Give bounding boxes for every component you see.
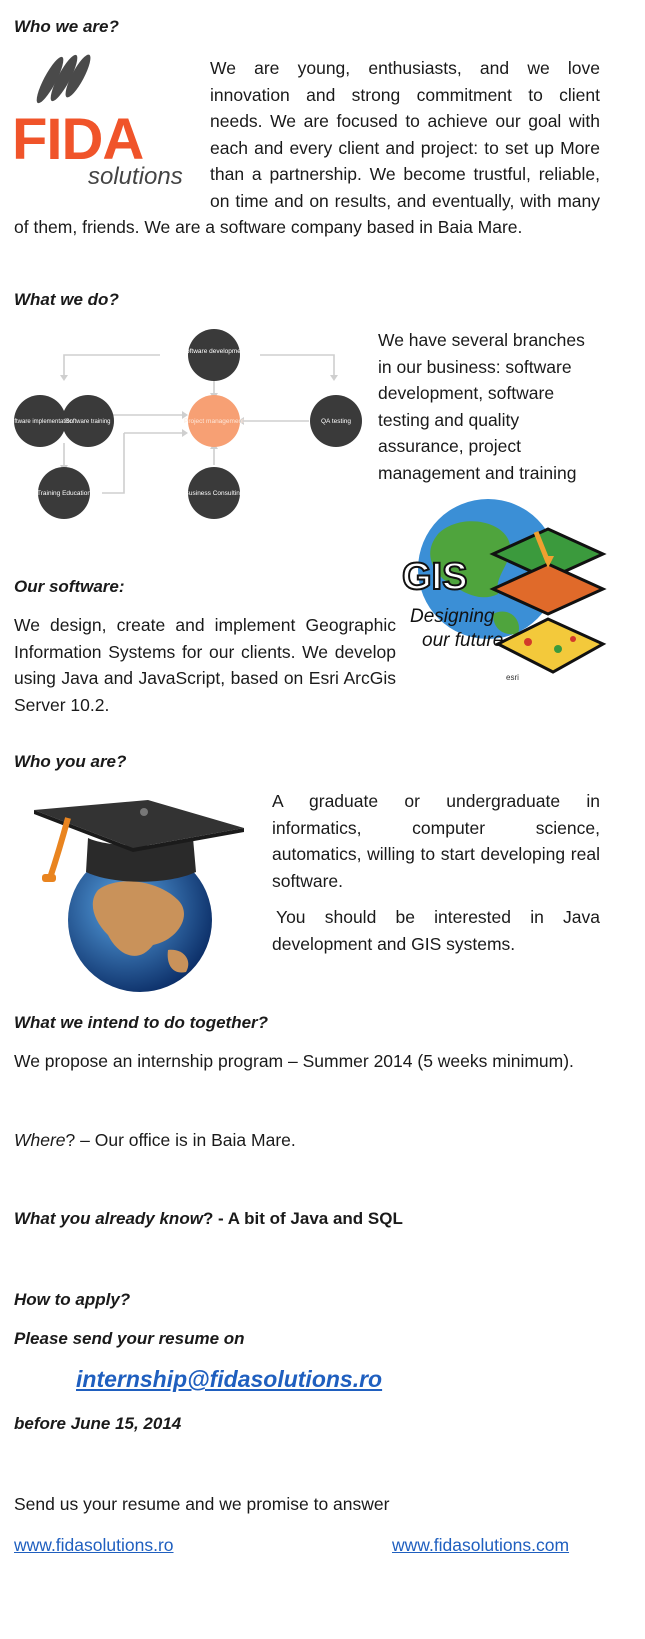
svg-text:Software implementation: Software implementation <box>12 419 74 425</box>
know-text: ? - A bit of Java and SQL <box>202 1209 403 1228</box>
gis-line1: Designing <box>410 606 495 627</box>
where-line <box>14 1127 296 1154</box>
svg-text:Training Education: Training Education <box>37 490 91 497</box>
who-you-are-text2: You should be interested in Java development and GIS systems. <box>272 907 600 954</box>
who-you-are-heading: Who you are? <box>14 752 127 771</box>
esri-mark: esri <box>506 673 519 682</box>
svg-text:QA testing: QA testing <box>321 418 351 425</box>
together-heading: What we intend to do together? <box>14 1013 269 1032</box>
who-we-are-heading: Who we are? <box>14 17 119 36</box>
where-label: Where <box>14 1130 66 1150</box>
email-link[interactable]: internship@fidasolutions.ro <box>76 1366 383 1392</box>
what-we-do-text: We have several branches in our business: software development, software testing and quality assurance, project management and training <box>378 330 585 483</box>
know-label: What you already know <box>14 1209 203 1228</box>
what-we-do-heading: What we do? <box>14 290 119 309</box>
gis-title: GIS <box>402 556 468 598</box>
promise-text: Send us your resume and we promise to answer <box>14 1494 390 1514</box>
deadline-text: before June 15, 2014 <box>14 1414 182 1433</box>
website-ro-link[interactable]: www.fidasolutions.ro <box>14 1535 174 1555</box>
send-resume-text: Please send your resume on <box>14 1329 245 1348</box>
logo-sub-text: solutions <box>88 163 183 190</box>
services-diagram <box>12 325 368 525</box>
logo-brand-text: FIDA <box>12 107 144 172</box>
together-text: We propose an internship program – Summer 2014 (5 weeks minimum). <box>14 1051 574 1071</box>
graduate-globe-image <box>28 790 250 995</box>
know-line <box>14 1209 403 1229</box>
our-software-text: We design, create and implement Geographic Information Systems for our clients. We develop using Java and JavaScript, based on Esri ArcGis Server 10.2. <box>14 615 396 715</box>
who-you-are-text1: A graduate or undergraduate in informatics, computer science, automatics, willing to start developing real software. <box>272 791 600 891</box>
gis-line2: our future <box>422 630 504 651</box>
how-to-apply-heading: How to apply? <box>14 1290 131 1309</box>
our-software-heading: Our software: <box>14 577 125 596</box>
node-software-development <box>188 329 240 381</box>
where-text: ? – Our office is in Baia Mare. <box>65 1130 296 1150</box>
svg-text:Business Consulting: Business Consulting <box>184 490 244 497</box>
svg-text:Project management: Project management <box>184 418 244 425</box>
gis-image <box>398 494 608 699</box>
svg-text:Software training: Software training <box>65 419 111 425</box>
website-com-link[interactable]: www.fidasolutions.com <box>392 1535 570 1555</box>
who-we-are-text: We are young, enthusiasts, and we love innovation and strong commitment to client needs. We are focused to achieve our goal with each and every client and project: to set up More than a partnership. We become trustful, reliable, on time and on results, and eventually, with many of them, friends. We are a software company based in Baia Mare. <box>14 58 600 237</box>
svg-text:Software development: Software development <box>181 348 247 355</box>
